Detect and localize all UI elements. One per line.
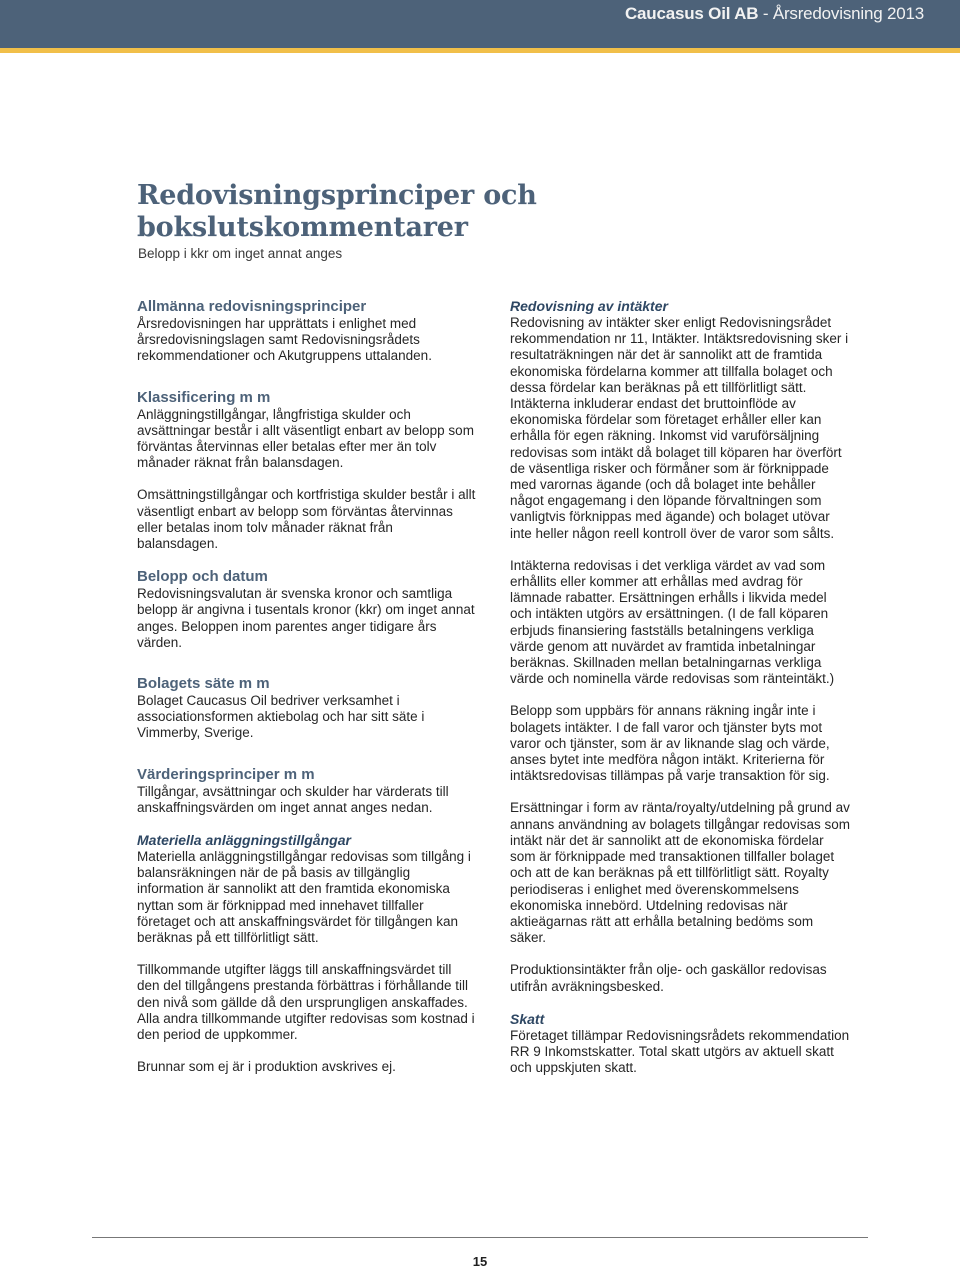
section-amounts-and-dates <box>137 568 477 651</box>
page-number: 15 <box>472 1254 488 1269</box>
page-title-line-1: Redovisningsprinciper och <box>137 180 537 211</box>
paragraph: Tillkommande utgifter läggs till anskaffningsvärdet till den del tillgångens prestanda förbättras i förhållande till den nivå som gällde då den ursprungligen anskaffades. Alla andra tillkommande utgifter redovisas som kostnad i den period de uppkommer. <box>137 962 475 1043</box>
paragraph: Anläggningstillgångar, långfristiga skulder och avsättningar består i allt väsentligt enbart av belopp som förväntas återvinnas eller betalas efter mer än tolv månader räknat från balansdagen. <box>137 406 474 471</box>
paragraph: Produktionsintäkter från olje- och gaskällor redovisas utifrån avräkningsbesked. <box>510 962 827 994</box>
section-revenue-recognition <box>510 298 850 995</box>
section-heading: Redovisning av intäkter <box>510 298 668 314</box>
section-heading: Bolagets säte m m <box>137 675 270 693</box>
paragraph: Omsättningstillgångar och kortfristiga skulder består i allt väsentligt enbart av belopp som förväntas återvinnas eller betalas inom tolv månader räknat från balansdagen. <box>137 487 476 552</box>
section-valuation-principles <box>137 766 477 816</box>
page-title <box>137 180 697 244</box>
paragraph: Bolaget Caucasus Oil bedriver verksamhet i associationsformen aktiebolag och har sitt säte i Vimmerby, Sverige. <box>137 693 425 741</box>
paragraph: Företaget tillämpar Redovisningsrådets rekommendation RR 9 Inkomstskatter. Total skatt utgörs av aktuell skatt och uppskjuten skatt. <box>510 1027 850 1076</box>
paragraph: Materiella anläggningstillgångar redovisas som tillgång i balansräkningen när de på basis av tillgänglig information är sannolikt att den framtida ekonomiska nyttan som är förknippad med innehavet tillfaller företaget och att anskaffningsvärdet för tillgången kan beräknas på ett tillförlitligt sätt. <box>137 849 471 946</box>
header-report: Årsredovisning 2013 <box>772 4 924 23</box>
paragraph: Ersättningar i form av ränta/royalty/utdelning på grund av annans användning av bolagets tillgångar redovisas som intäkt när det är sannolikt att de ekonomiska fördelar som är förknippade med transaktionen tillfaller bolaget och att de kan beräknas på ett tillförlitligt sätt. Royalty periodiseras i enlighet med överenskommelsens ekonomiska innebörd. Utdelning redovisas när aktieägarnas rätt att erhålla betalning bedöms som säker. <box>510 800 850 946</box>
section-heading: Klassificering m m <box>137 388 271 406</box>
page-title-line-2: bokslutskommentarer <box>137 212 468 243</box>
section-tangible-assets <box>137 832 477 1075</box>
page-subtitle: Belopp i kkr om inget annat anges <box>138 246 343 261</box>
paragraph: Tillgångar, avsättningar och skulder har värderats till anskaffningsvärden om inget annat anges nedan. <box>137 783 449 815</box>
paragraph: Brunnar som ej är i produktion avskrives ej. <box>137 1059 396 1075</box>
header-separator: - <box>758 4 773 23</box>
section-heading: Skatt <box>510 1010 545 1027</box>
accent-strip <box>0 48 960 53</box>
left-column <box>137 298 477 1092</box>
paragraph: Årsredovisningen har upprättats i enlighet med årsredovisningslagen samt Redovisningsrådets rekommendationer och Akutgruppens uttalanden. <box>137 316 432 364</box>
section-tax <box>510 1011 850 1077</box>
paragraph: Redovisningsvalutan är svenska kronor och samtliga belopp är angivna i tusentals kronor (kkr) om inget annat anges. Beloppen inom parentes anger tidigare års värden. <box>137 586 475 650</box>
section-company-seat <box>137 675 477 742</box>
section-heading: Värderingsprinciper m m <box>137 765 315 783</box>
paragraph: Intäkterna redovisas i det verkliga värdet av vad som erhållits eller kommer att erhållas med avdrag för lämnade rabatter. Ersättningen erhålls i likvida medel och intäkten utgörs av ersättningen. (I de fall köparen erbjuds finansiering fastställs betalningens verkliga värde genom att nuvärdet av framtida inbetalningar beräknas. Skillnaden mellan betalningarnas verkliga värde och nominella värde redovisas som ränteintäkt.) <box>510 557 835 687</box>
footer-rule <box>92 1237 868 1238</box>
section-heading: Belopp och datum <box>137 568 268 586</box>
paragraph: Redovisning av intäkter sker enligt Redovisningsrådet rekommendation nr 11, Intäkter. Intäktsredovisning sker i resultaträkningen när det är sannolikt att de framtida ekonomiska fördelarna kommer att tillfalla bolaget och dessa fördelar kan beräknas på ett tillförlitligt sätt. Intäkterna inkluderar endast det bruttoinflöde av ekonomiska fördelar som företaget erhåller eller kan erhålla för egen räkning. Inkomst vid varuförsäljning redovisas som intäkt då bolaget till köparen har överfört de väsentliga risker och förmåner som är förknippade med varornas ägande (och då bolaget inte behåller något engagemang i den löpande förvaltningen som vanligtvis förknippas med ägande) och bolaget utövar inte heller någon reell kontroll över de varor som sålts. <box>510 315 849 541</box>
section-heading: Materiella anläggningstillgångar <box>137 832 351 849</box>
section-general-principles <box>137 298 477 365</box>
paragraph: Belopp som uppbärs för annans räkning ingår inte i bolagets intäkter. I de fall varor och tjänster byts mot varor och tjänster, som är av liknande slag och värde, anses bytet inte medföra någon intäkt. Kriterierna för intäktsredovisas tillämpas på varje transaktion för sig. <box>510 703 830 784</box>
header-company: Caucasus Oil AB <box>624 4 759 23</box>
header-title <box>625 4 924 24</box>
right-column <box>510 298 850 1092</box>
section-heading: Allmänna redovisningsprinciper <box>137 298 367 315</box>
section-classification <box>137 389 477 553</box>
